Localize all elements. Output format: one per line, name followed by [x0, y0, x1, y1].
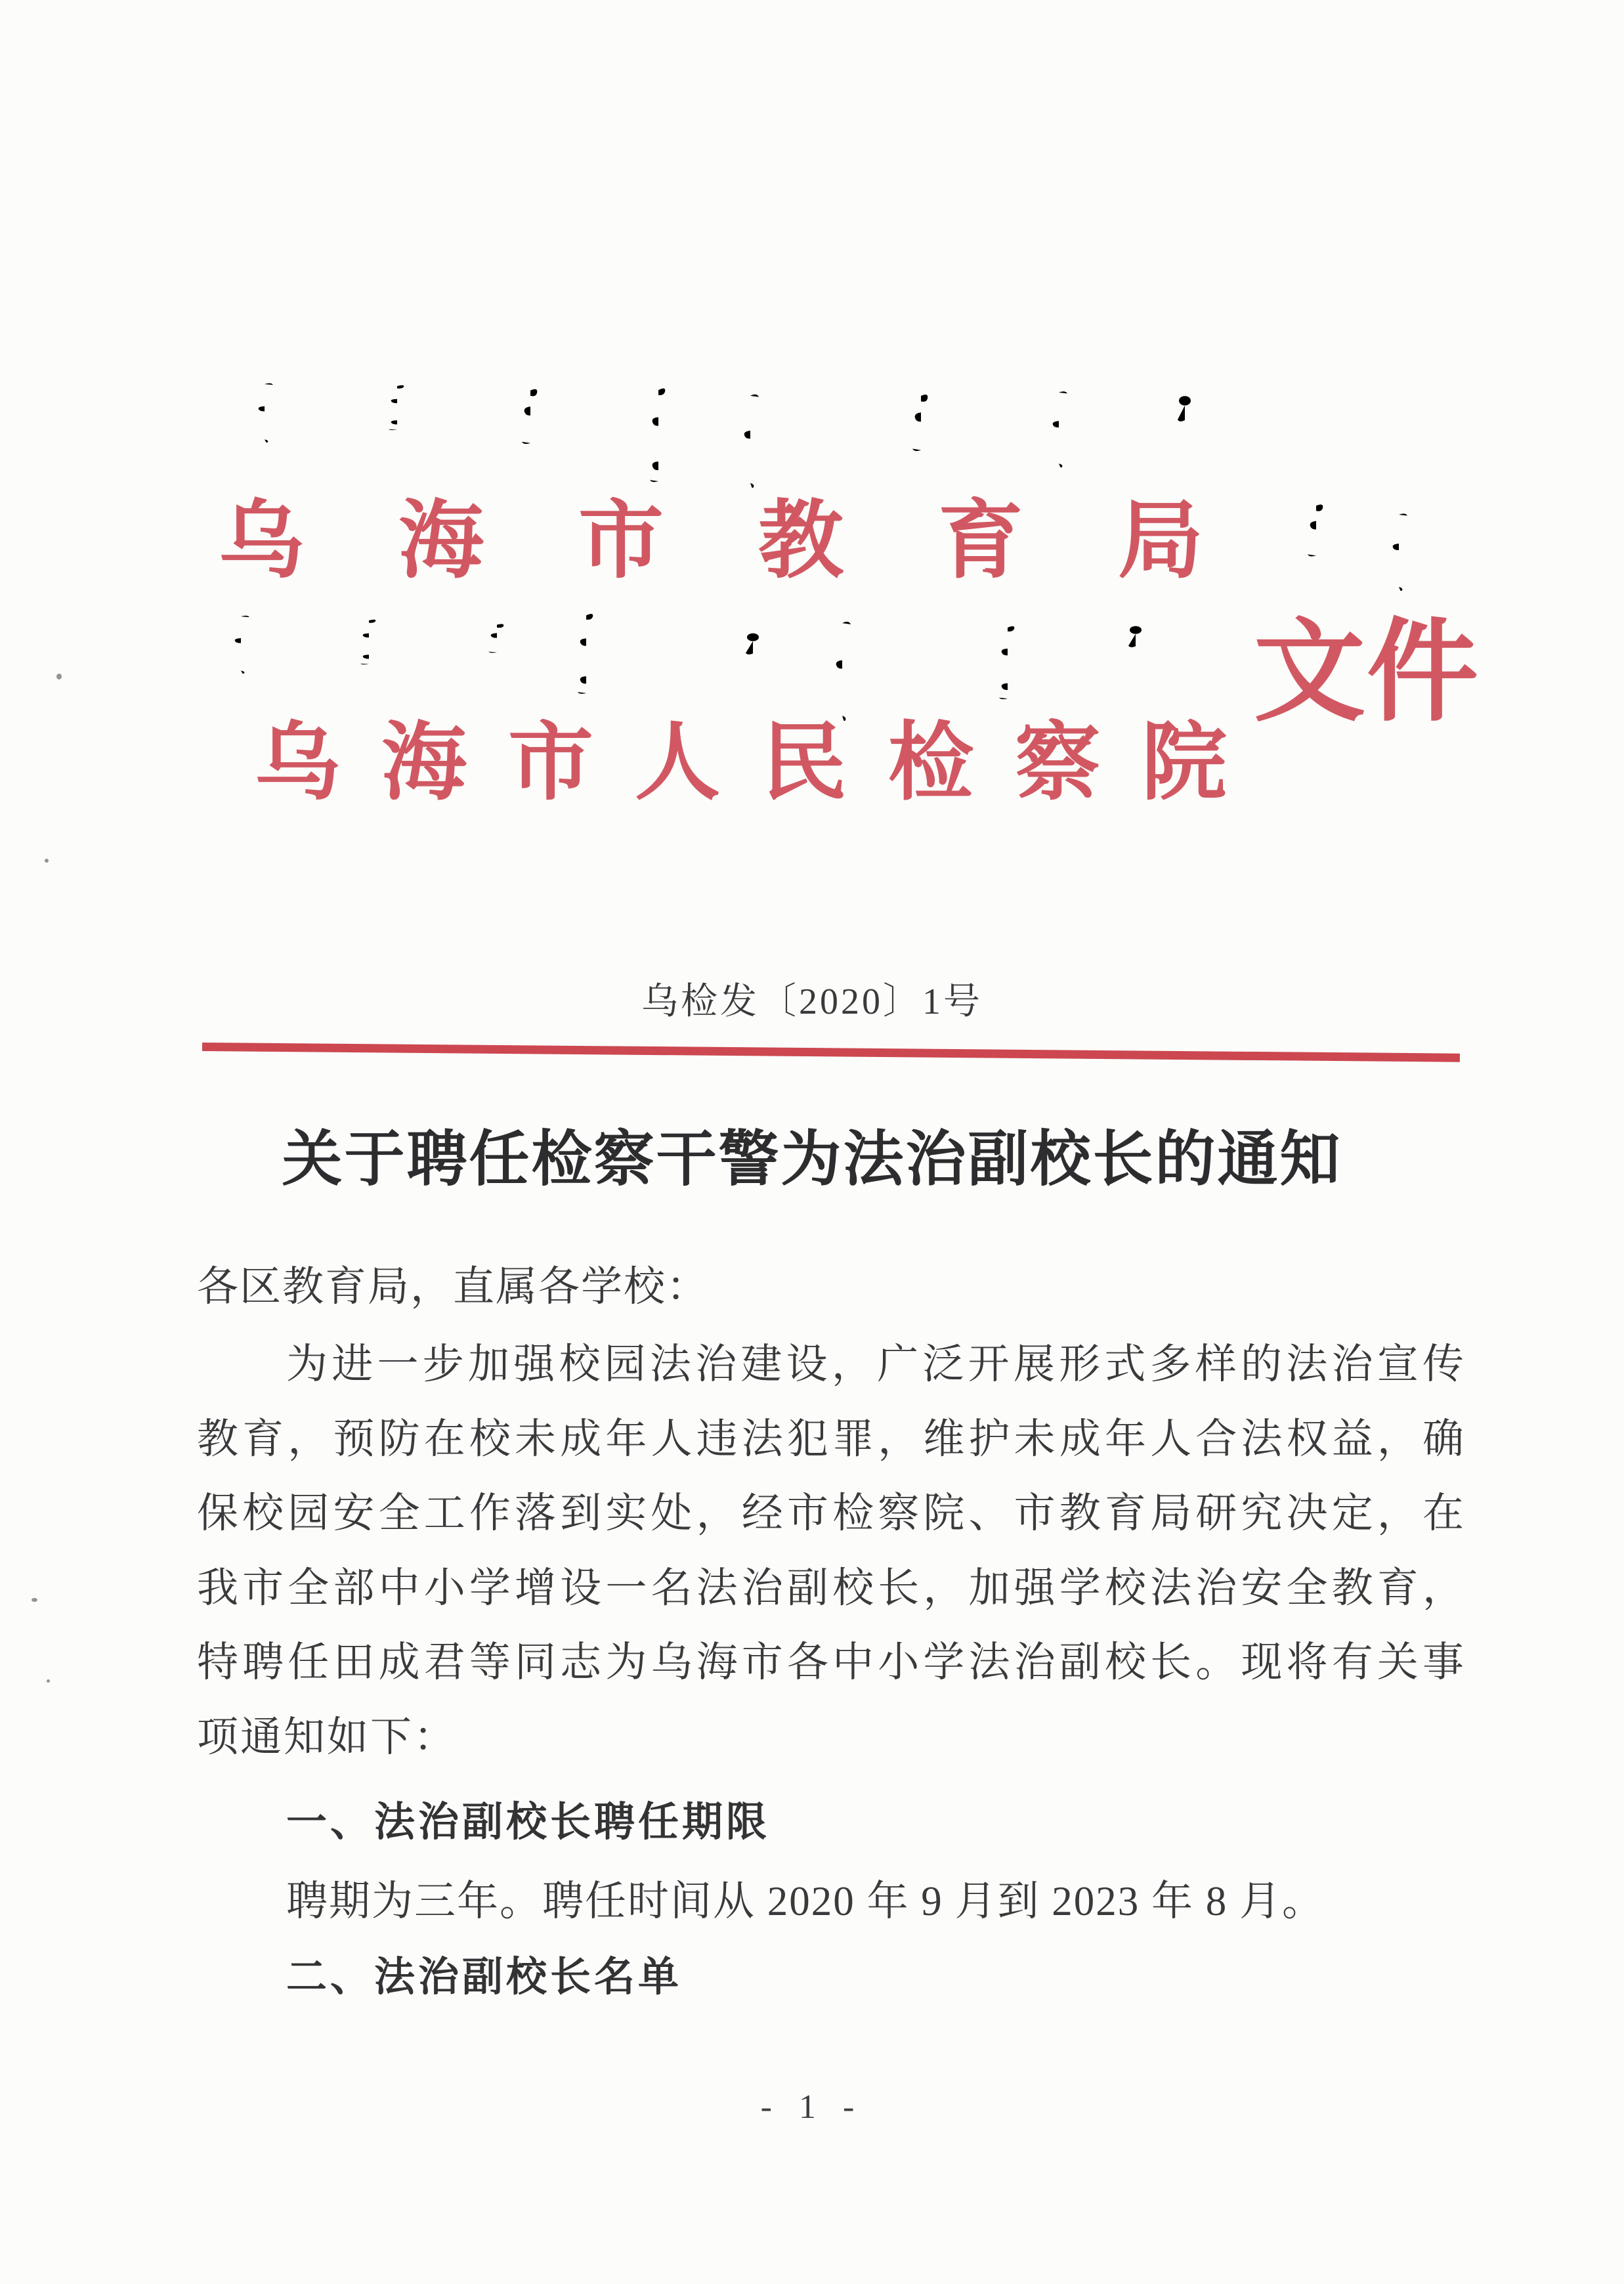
- doc-number: 乌检发〔2020〕1号: [641, 981, 983, 1022]
- agency-name-line2: 乌海市人民检察院: [255, 716, 1269, 811]
- section-heading-2: 二、法治副校长名单: [286, 1954, 683, 2000]
- mongolian-script-glyph: [231, 614, 251, 674]
- body-line: 为进一步加强校园法治建设，广泛开展形式多样的法治宣传: [286, 1341, 1464, 1387]
- mongolian-script-glyph: [255, 382, 274, 442]
- mongolian-script-glyph: [649, 386, 668, 485]
- mongolian-script-glyph: [743, 632, 763, 658]
- scan-speck: [56, 674, 62, 679]
- mongolian-script-glyph: [1175, 394, 1195, 425]
- mongolian-script-glyph: [1049, 390, 1069, 467]
- mongolian-script-glyph: [576, 612, 596, 696]
- mongolian-script-glyph: [359, 618, 379, 666]
- section1-body-line: 聘期为三年。聘任时间从 2020 年 9 月到 2023 年 8 月。: [286, 1878, 1325, 1924]
- mongolian-script-glyph: [1126, 624, 1145, 651]
- mongolian-script-glyph: [521, 386, 540, 448]
- mongolian-script-glyph: [832, 620, 852, 721]
- agency-name-line1: 乌海市教育局: [219, 494, 1298, 589]
- body-line: 项通知如下：: [197, 1714, 457, 1760]
- doc-type-label: 文件: [1254, 611, 1480, 735]
- document-title: 关于聘任检察干警为法治副校长的通知: [282, 1126, 1342, 1193]
- body-line: 保校园安全工作落到实处，经市检察院、市教育局研究决定，在: [197, 1490, 1464, 1536]
- mongolian-script-glyph: [387, 384, 407, 431]
- body-line: 教育，预防在校未成年人违法犯罪，维护未成年人合法权益，确: [197, 1416, 1464, 1462]
- mongolian-script-glyph: [998, 624, 1017, 701]
- mongolian-script-glyph: [740, 393, 760, 488]
- body-line: 我市全部中小学增设一名法治副校长，加强学校法治安全教育，: [197, 1565, 1464, 1611]
- mongolian-script-glyph: [1306, 502, 1326, 561]
- mongolian-script-glyph: [911, 391, 931, 456]
- scan-speck: [47, 1679, 50, 1683]
- section-heading-1: 一、法治副校长聘任期限: [286, 1799, 771, 1845]
- body-line: 特聘任田成君等同志为乌海市各中小学法治副校长。现将有关事: [197, 1639, 1464, 1685]
- scan-speck: [45, 859, 49, 863]
- salutation-line: 各区教育局，直属各学校：: [197, 1264, 709, 1310]
- red-divider-line: [202, 1043, 1460, 1062]
- mongolian-script-glyph: [487, 622, 507, 655]
- scan-speck: [32, 1598, 37, 1602]
- mongolian-script-glyph: [1389, 512, 1409, 591]
- page-number: - 1 -: [760, 2088, 864, 2126]
